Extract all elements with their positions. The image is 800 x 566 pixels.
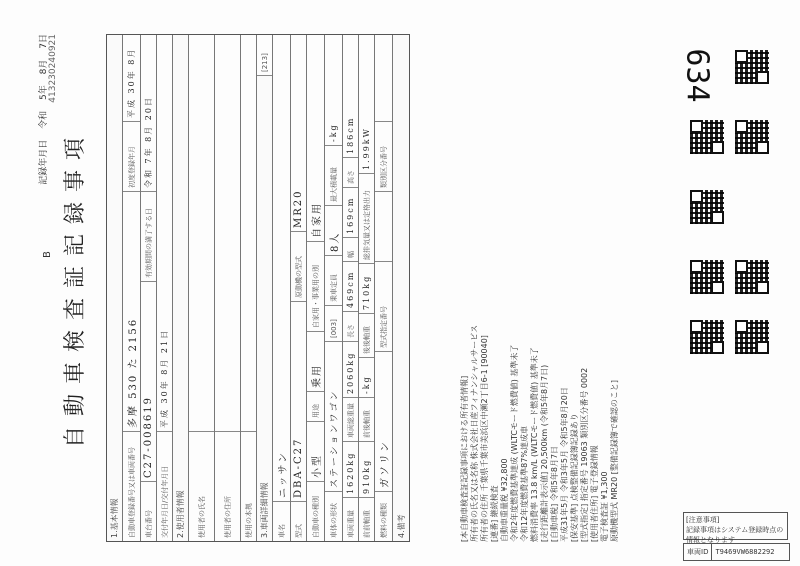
displacement-value: 1.99kW	[362, 127, 371, 170]
notice-box	[683, 512, 788, 544]
note-line: 電子検査証 ¥1,300	[600, 471, 609, 542]
length-value: 469cm	[343, 261, 358, 311]
height-label: 高さ	[343, 157, 358, 187]
purpose-label: 自家用・事業用の別	[307, 241, 324, 331]
mid-axle-label: 前後軸重	[359, 397, 374, 441]
qr-code	[735, 120, 769, 154]
engine-value: MR20	[293, 189, 304, 228]
note-line: [走行距離計表示値] 20,500km (令和5年8月7日)	[540, 364, 549, 542]
note-line: [自動車税] 令和5年8月7日	[550, 445, 559, 542]
registration-label: 自動車登録番号又は車両番号	[123, 431, 140, 541]
first-registration-value: 平成 30年 8月	[127, 47, 136, 118]
qr-code	[690, 120, 724, 154]
note-line: 令和2年度燃費基準達成 (WLTCモード燃費値) 基準未了	[510, 344, 519, 542]
note-line: 原動機型式 MR20 [整備記録簿で確認のこと]	[610, 380, 619, 542]
chassis-label: 車台番号	[141, 481, 156, 541]
gross-weight-value: 2060kg	[343, 341, 358, 397]
gross-weight-label: 車両総重量	[343, 397, 358, 441]
front-axle-value: 910kg	[359, 441, 374, 497]
notice-title: [注意事項]	[686, 516, 720, 524]
notice-text: 記録事項はシステム登録時点の情報となります	[686, 526, 784, 544]
engine-label: 原動機の型式	[291, 231, 306, 301]
record-date-month: 8月	[39, 59, 49, 75]
purpose-value: 自家用	[312, 202, 323, 238]
vehicle-type-label: 自動車の種別	[307, 481, 324, 541]
vehicle-id-value: T9469VW6882292	[715, 548, 775, 556]
note-line: [本自動車検査証記録事項における所有者情報]	[460, 375, 469, 542]
fuel-label: 燃料の種類	[375, 491, 392, 541]
vehicle-code: [213]	[260, 53, 269, 72]
qr-code	[690, 260, 724, 294]
note-line: [型式指定] 指定番号 19063 類別区分番号 0002	[580, 367, 589, 542]
note-line: 所有者の氏名又は名称 株式会社日産フィナンシャルサービス	[470, 324, 479, 542]
mid-axle-value: -kg	[359, 357, 374, 397]
notes-block	[460, 34, 620, 542]
user-address-value	[215, 35, 240, 431]
vehicle-details-heading: 3.車両詳細情報	[257, 75, 272, 541]
basic-info-heading: 1.基本情報	[107, 35, 122, 541]
valid-until-value: 令和 7年 8月 20日	[144, 96, 153, 188]
note-line: 平成31年5月 令和3年5月 令和5年8月20日	[560, 387, 569, 542]
qr-code	[690, 320, 724, 354]
registration-value: 多摩 530 た 2156	[123, 191, 140, 431]
category-label: 類別区分番号	[375, 121, 392, 191]
max-load-value: -kg	[329, 123, 338, 142]
user-name-label: 使用者の氏名	[189, 431, 214, 541]
body-shape-code: [003]	[325, 305, 342, 341]
qr-code	[735, 260, 769, 294]
width-value: 169cm	[343, 187, 358, 237]
note-line: [保安基準] 点検整備記録簿記録あり	[570, 413, 579, 542]
front-axle-label: 前前軸重	[359, 497, 374, 541]
model-designation-label: 型式指定番号	[375, 261, 392, 351]
capacity-value: 8人	[325, 205, 342, 255]
qr-code	[735, 50, 769, 84]
note-line: 令和12年度燃費基準87%達成車	[520, 426, 529, 542]
maker-value: ニッサン	[278, 450, 289, 498]
model-code-value: DBA-C27	[291, 301, 306, 501]
notes-heading: 4.備考	[393, 35, 409, 541]
base-location-label: 使用の本拠	[241, 431, 256, 541]
fuel-value: ガソリン	[375, 351, 392, 491]
record-date-day: 7日	[39, 34, 49, 49]
maker-label: 車名	[273, 501, 290, 541]
base-location-value	[241, 35, 256, 431]
model-code-label: 型式	[291, 501, 306, 541]
handwritten-number: 634	[679, 48, 715, 103]
document-title: 自動車検査証記録事項	[63, 128, 88, 449]
capacity-label: 乗車定員	[325, 255, 342, 305]
user-name-value	[189, 35, 214, 431]
issue-date-label: 交付年月日/交付年月日	[157, 431, 172, 541]
document-body	[30, 28, 750, 548]
body-shape-value: ステーションワゴン	[325, 341, 342, 491]
valid-until-label: 有効期間の満了する日	[141, 191, 156, 281]
record-date-label: 記録年月日	[39, 139, 49, 185]
category-value	[375, 35, 392, 121]
record-date-year: 5年	[39, 85, 49, 100]
weight-value: 1620kg	[343, 441, 358, 497]
length-label: 長さ	[343, 311, 358, 341]
chassis-value: C27-008619	[141, 281, 156, 481]
qr-code	[690, 190, 724, 224]
vehicle-type-value: 小型	[307, 421, 324, 481]
note-line: [使用者住所] 電子登録情報	[590, 445, 599, 542]
user-info-heading: 2.使用者情報	[173, 35, 188, 541]
body-shape-label: 車体の形状	[325, 491, 342, 541]
height-value: 186cm	[346, 116, 355, 154]
document-code: B	[42, 251, 53, 258]
rear-axle-value: 710kg	[359, 263, 374, 313]
vehicle-id-label: 車両ID	[684, 544, 712, 560]
note-line: 自動車重量税 ¥32,800	[500, 458, 509, 542]
record-date-era: 令和	[39, 110, 49, 129]
note-line: 燃料消費率 13.8 km/L (WLTCモード燃費値) 基準未了	[530, 347, 539, 542]
use-label: 用途	[307, 391, 324, 421]
displacement-label: 総排気量又は定格出力	[359, 173, 374, 263]
user-address-label: 使用者の住所	[215, 431, 240, 541]
note-line: [連番] 継続検査	[490, 485, 499, 542]
vehicle-record-table	[106, 34, 410, 542]
use-value: 乗用	[307, 331, 324, 391]
first-registration-label: 初度登録年月	[123, 121, 140, 191]
rear-axle-label: 後後軸重	[359, 313, 374, 357]
width-label: 幅	[343, 237, 358, 261]
qr-code	[735, 320, 769, 354]
model-designation-value	[375, 191, 392, 261]
issue-date-value: 平成 30年 8月 21日	[160, 328, 169, 428]
document-number: 413230240921	[48, 34, 58, 103]
note-line: 所有者の住所 千葉県千葉市美浜区中瀬2丁目6-1 [90040]	[480, 335, 489, 542]
weight-label: 車両重量	[343, 497, 358, 541]
max-load-label: 最大積載量	[325, 145, 342, 205]
vehicle-id-box	[683, 543, 790, 561]
